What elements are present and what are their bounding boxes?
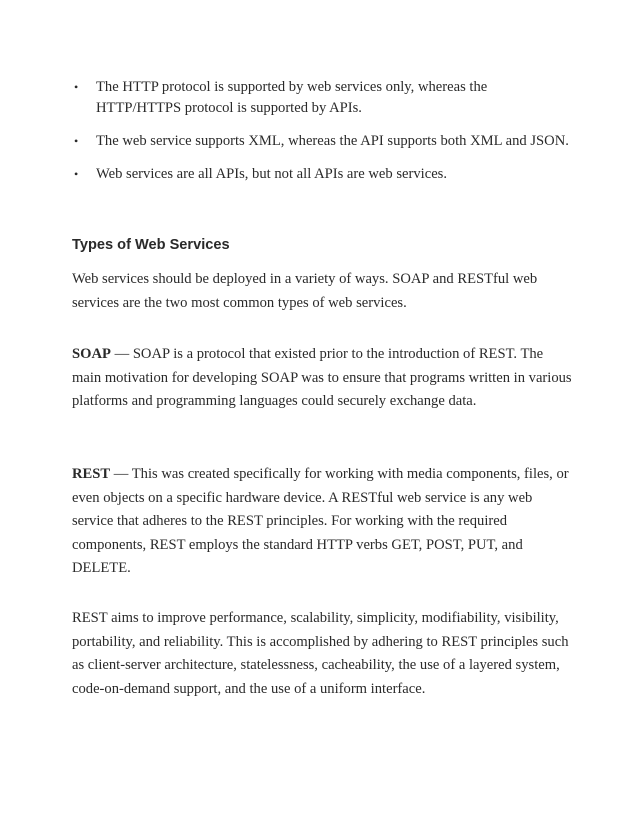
rest-paragraph (72, 463, 572, 581)
bullet-text: The web service supports XML, whereas the API supports both XML and JSON. (96, 133, 569, 149)
soap-term: SOAP (72, 346, 111, 362)
section-heading: Types of Web Services (72, 237, 230, 253)
rest-goals-paragraph: REST aims to improve performance, scalability, simplicity, modifiability, visibility, portability, and reliability. This is accomplished by adhering to REST principles such as client-server architecture, statelessness, cacheability, the use of a layered system, code-on-demand support, and the use of a uniform interface. (72, 610, 569, 697)
rest-description: — This was created specifically for working with media components, files, or even objects on a specific hardware device. A RESTful web service is any web service that adheres to the REST principles. For working with the required components, REST employs the standard HTTP verbs GET, POST, PUT, and DELETE. (72, 466, 569, 576)
bullet-marker: • (74, 80, 79, 94)
bullet-text: The HTTP protocol is supported by web services only, whereas the HTTP/HTTPS protocol is supported by APIs. (96, 79, 488, 116)
bullet-marker: • (74, 134, 79, 148)
soap-description: — SOAP is a protocol that existed prior to the introduction of REST. The main motivation for developing SOAP was to ensure that programs written in various platforms and programming languages could securely exchange data. (72, 346, 572, 409)
bullet-item (72, 131, 572, 152)
intro-paragraph: Web services should be deployed in a variety of ways. SOAP and RESTful web services are the two most common types of web services. (72, 271, 538, 311)
bullet-text: Web services are all APIs, but not all APIs are web services. (96, 166, 448, 182)
bullet-item (72, 164, 572, 185)
soap-paragraph (72, 343, 572, 414)
comparison-bullet-list (72, 77, 572, 197)
bullet-item (72, 77, 572, 119)
bullet-marker: • (74, 167, 79, 181)
rest-term: REST (72, 466, 111, 482)
